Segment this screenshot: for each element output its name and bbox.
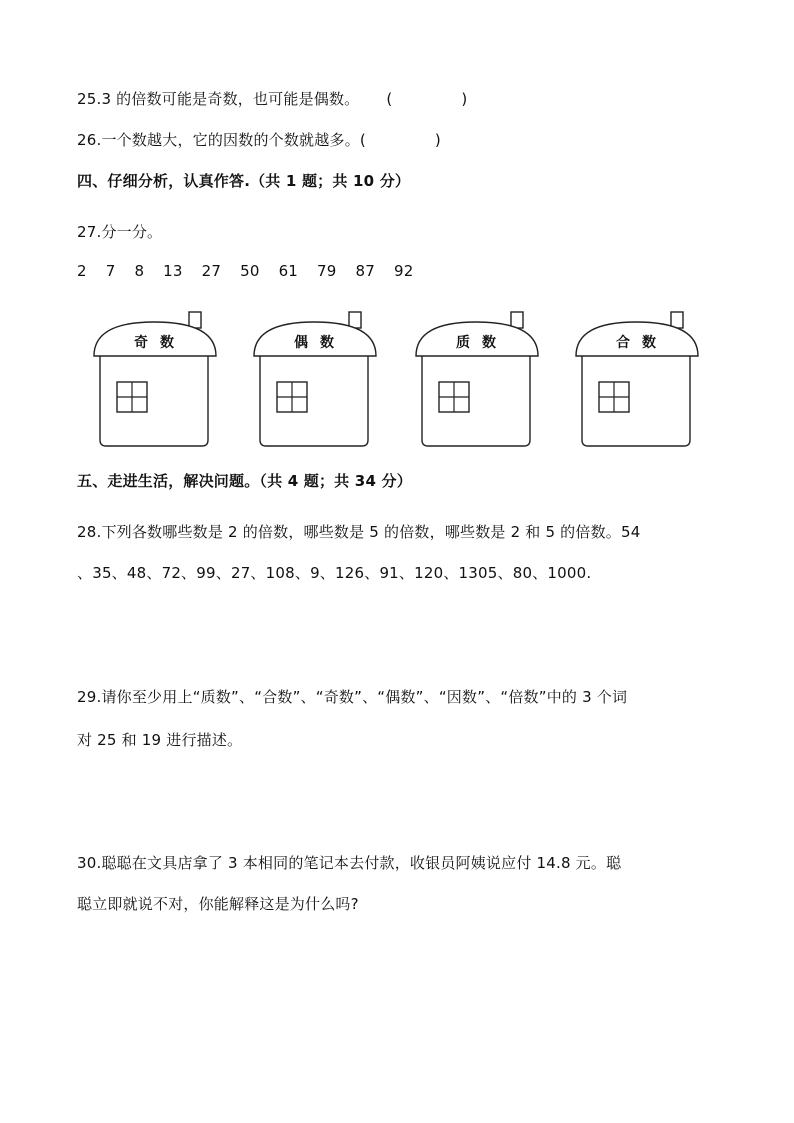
number-item: 61 xyxy=(278,262,299,280)
section-4-heading: 四、仔细分析，认真作答.（共 1 题；共 10 分） xyxy=(77,172,411,190)
question-25-text: 25.3 的倍数可能是奇数，也可能是偶数。 xyxy=(77,90,360,108)
house-label-odd: 奇数 xyxy=(134,335,186,351)
house-icon xyxy=(252,310,386,448)
house-label-even: 偶数 xyxy=(294,335,346,351)
house-label-prime: 质数 xyxy=(456,335,508,351)
number-item: 79 xyxy=(317,262,337,280)
number-item: 50 xyxy=(240,262,260,280)
number-item: 27 xyxy=(201,262,222,280)
question-26-text: 26.一个数越大，它的因数的个数就越多。( xyxy=(77,131,366,149)
number-list xyxy=(77,262,427,280)
answer-close-paren: ) xyxy=(461,90,468,108)
question-30-line-1: 30.聪聪在文具店拿了 3 本相同的笔记本去付款，收银员阿姨说应付 14.8 元。聪 xyxy=(77,854,622,872)
house-prime xyxy=(414,310,548,448)
house-label-composite: 合数 xyxy=(616,335,668,351)
question-28-line-1: 28.下列各数哪些数是 2 的倍数，哪些数是 5 的倍数，哪些数是 2 和 5 的倍数。54 xyxy=(77,523,641,541)
question-29-line-2: 对 25 和 19 进行描述。 xyxy=(77,731,243,749)
question-25 xyxy=(77,88,467,109)
question-30-line-2: 聪立即就说不对，你能解释这是为什么吗? xyxy=(77,895,359,913)
question-27: 27.分一分。 xyxy=(77,223,163,241)
house-composite xyxy=(574,310,708,448)
question-28-line-2: 、35、48、72、99、27、108、9、126、91、120、1305、80、1000. xyxy=(77,564,592,582)
number-item: 92 xyxy=(393,262,414,280)
house-odd xyxy=(92,310,226,448)
number-item: 8 xyxy=(134,262,145,280)
house-icon xyxy=(574,310,708,448)
number-item: 87 xyxy=(355,262,375,280)
number-item: 7 xyxy=(105,262,116,280)
house-icon xyxy=(414,310,548,448)
question-29-line-1: 29.请你至少用上“质数”、“合数”、“奇数”、“偶数”、“因数”、“倍数”中的 3 个词 xyxy=(77,688,628,706)
house-diagram xyxy=(92,310,712,452)
section-5-heading: 五、走进生活，解决问题。（共 4 题；共 34 分） xyxy=(77,472,412,490)
house-even xyxy=(252,310,386,448)
number-item: 2 xyxy=(77,262,87,280)
answer-close-paren: ) xyxy=(434,131,441,149)
number-item: 13 xyxy=(163,262,183,280)
answer-open-paren: ( xyxy=(386,90,393,108)
house-icon xyxy=(92,310,226,448)
question-26 xyxy=(77,129,441,150)
